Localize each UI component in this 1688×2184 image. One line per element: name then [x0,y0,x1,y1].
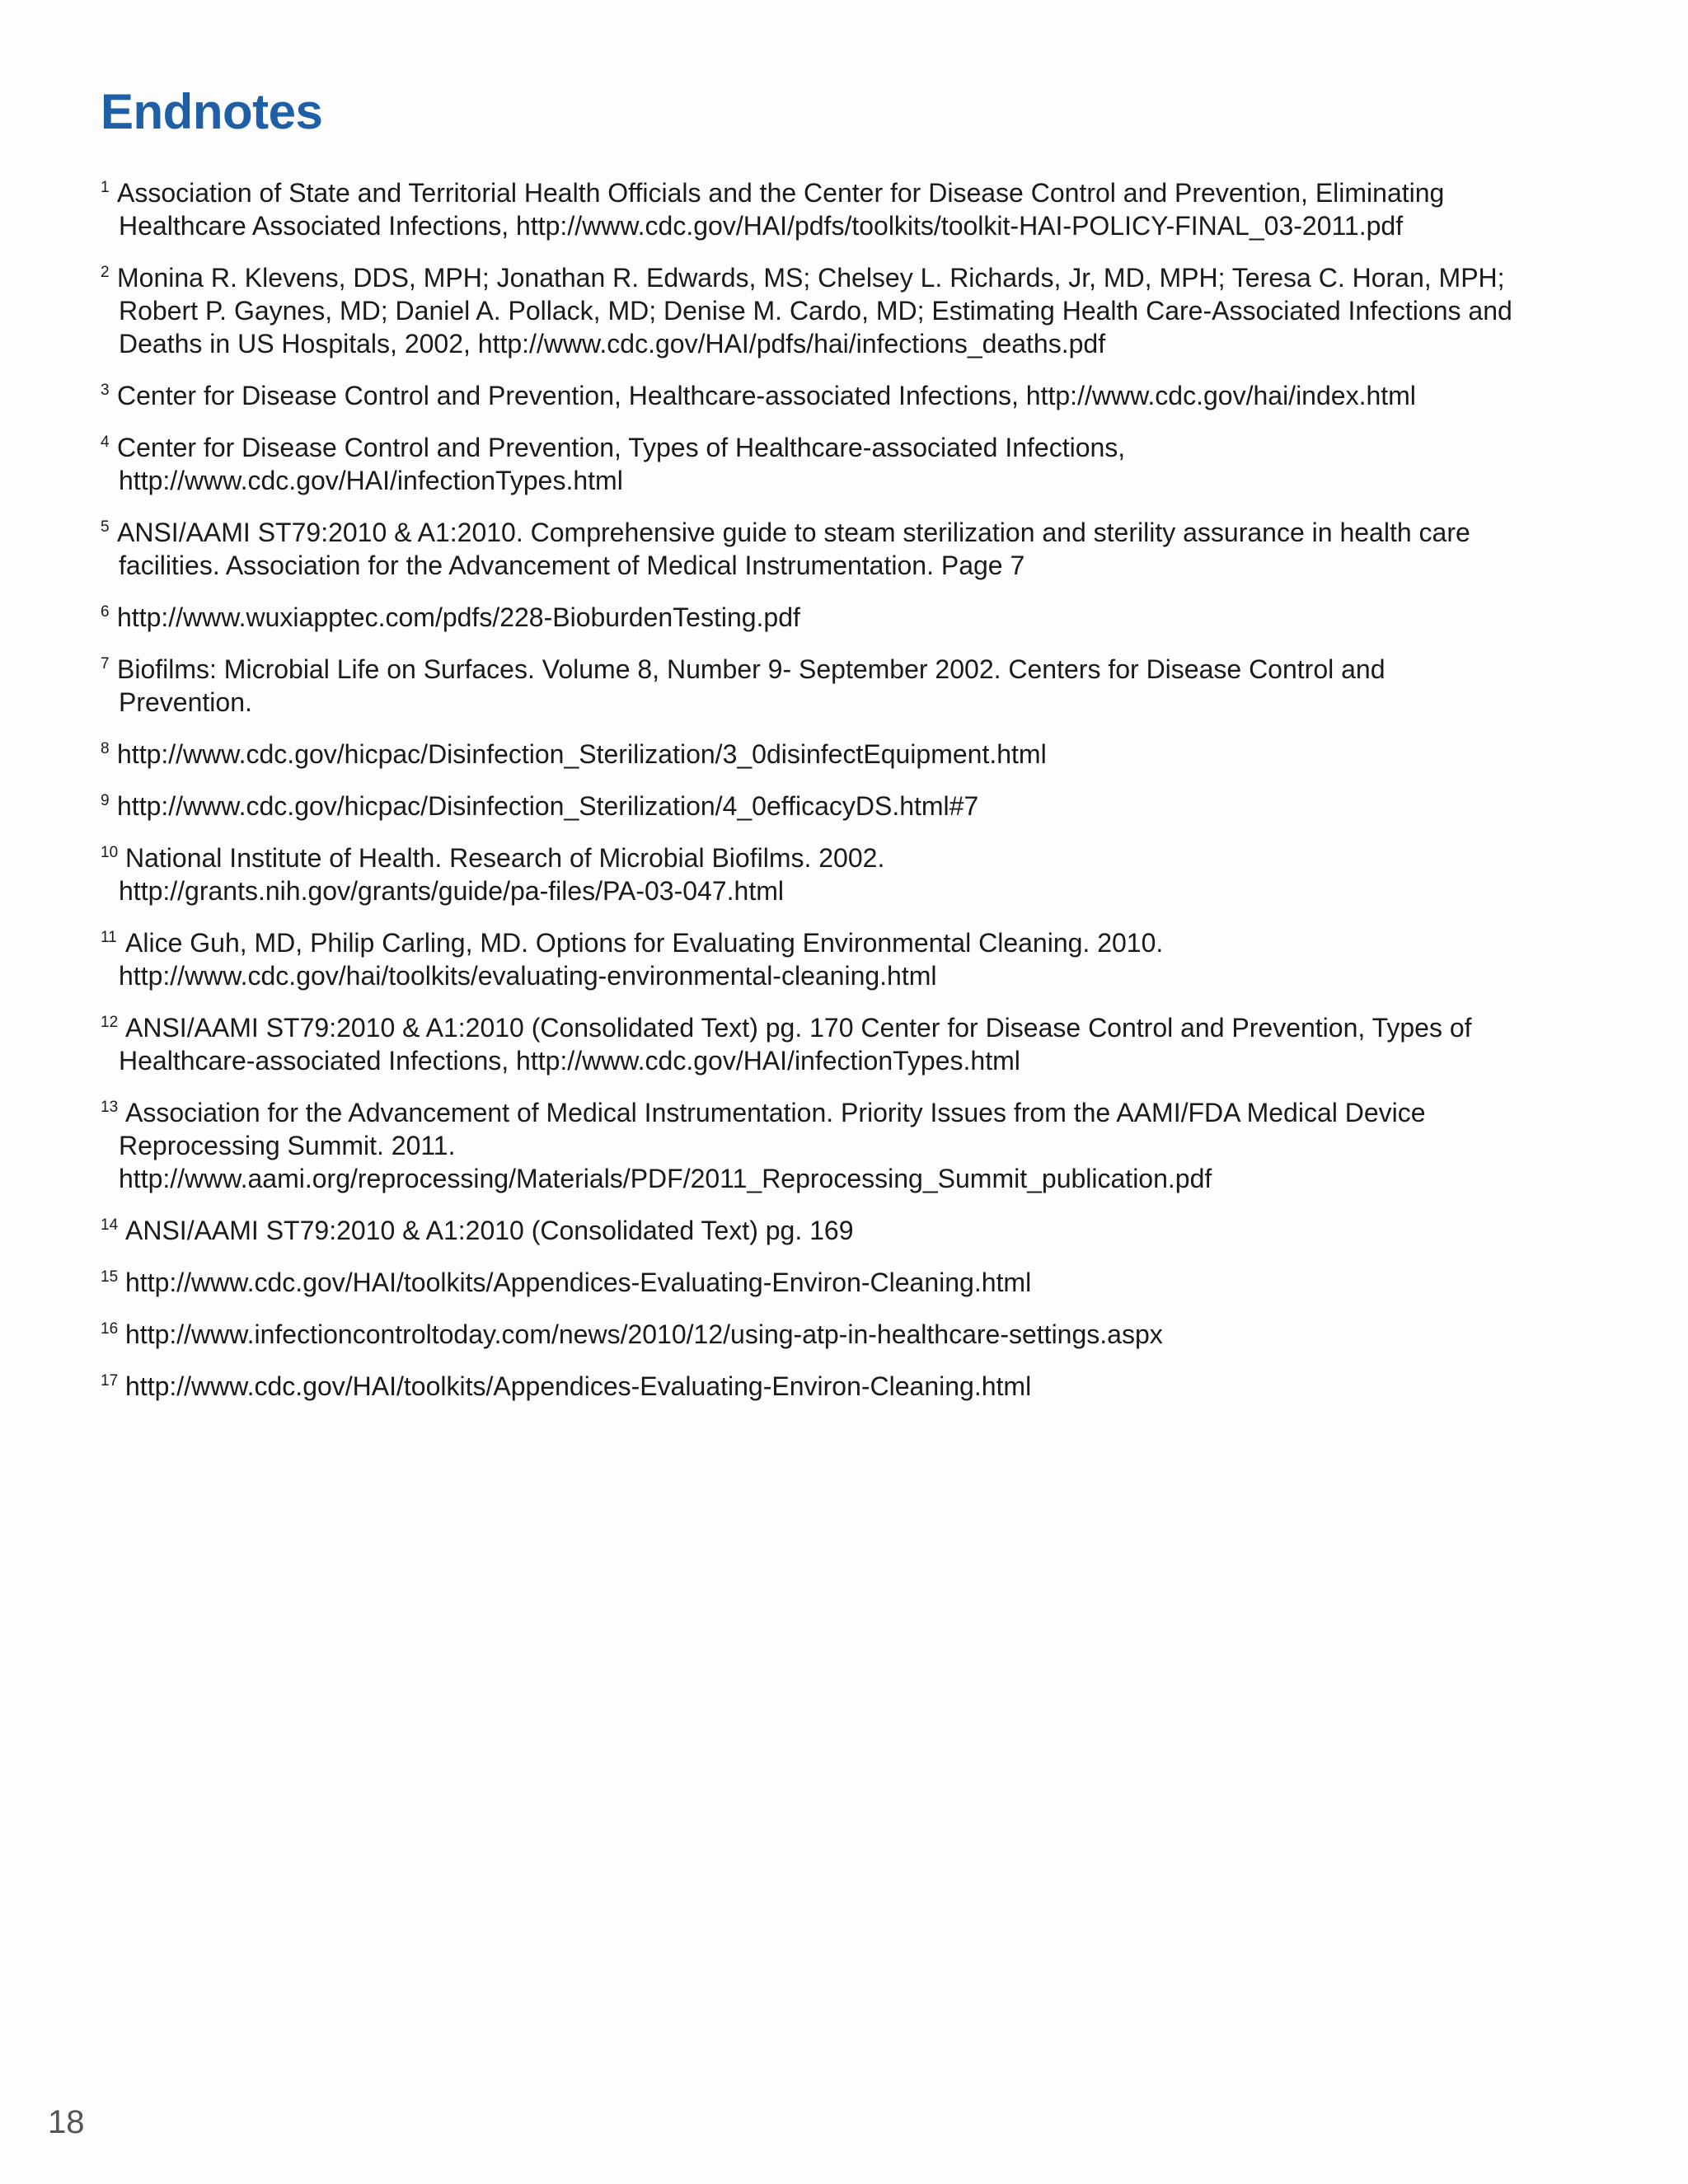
endnote-text: ANSI/AAMI ST79:2010 & A1:2010 (Consolidated Text) pg. 170 Center for Disease Control and Prevention, Types of [125,1013,1472,1043]
endnote-item [101,516,1609,582]
endnote-text[interactable]: Center for Disease Control and Prevention, Healthcare-associated Infections, http://www.cdc.gov/hai/index.html [117,381,1416,410]
endnote-text: ANSI/AAMI ST79:2010 & A1:2010. Comprehensive guide to steam sterilization and sterility assurance in health care [117,518,1470,547]
endnote-item [101,1318,1609,1351]
endnote-text-continued[interactable]: http://www.cdc.gov/HAI/infectionTypes.html [119,466,623,495]
endnote-number: 17 [101,1372,119,1390]
endnote-item [101,738,1609,771]
endnote-text-continued: Robert P. Gaynes, MD; Daniel A. Pollack, MD; Denise M. Cardo, MD; Estimating Health Care-Associated Infections and [119,296,1512,326]
endnote-item [101,261,1609,360]
endnote-number: 13 [101,1099,119,1116]
endnote-item [101,379,1609,412]
endnote-item [101,1096,1609,1195]
endnote-number: 11 [101,929,117,946]
endnote-number: 2 [101,264,110,281]
endnote-text: Association of State and Territorial Health Officials and the Center for Disease Control and Prevention, Eliminating [117,178,1445,208]
endnote-item [101,1011,1609,1077]
endnote-item [101,431,1609,497]
endnote-item [101,1370,1609,1403]
endnote-item [101,841,1609,907]
endnote-text-continued: Prevention. [119,687,252,717]
endnote-text: Biofilms: Microbial Life on Surfaces. Volume 8, Number 9- September 2002. Centers for Disease Control and [117,654,1386,684]
endnote-number: 14 [101,1216,119,1234]
endnote-text[interactable]: http://www.cdc.gov/HAI/toolkits/Appendices-Evaluating-Environ-Cleaning.html [125,1268,1032,1297]
endnote-text-continued[interactable]: http://www.aami.org/reprocessing/Materials/PDF/2011_Reprocessing_Summit_publication.pdf [119,1164,1212,1193]
endnote-text-continued[interactable]: http://grants.nih.gov/grants/guide/pa-files/PA-03-047.html [119,876,784,906]
endnote-number: 16 [101,1320,119,1338]
endnote-item [101,926,1609,992]
endnote-number: 15 [101,1268,119,1286]
endnote-text[interactable]: http://www.cdc.gov/HAI/toolkits/Appendices-Evaluating-Environ-Cleaning.html [125,1371,1032,1401]
page-title: Endnotes [101,84,323,139]
endnote-number: 4 [101,434,110,451]
endnote-text-continued[interactable]: Healthcare-associated Infections, http://www.cdc.gov/HAI/infectionTypes.html [119,1046,1020,1076]
endnote-number: 1 [101,179,110,196]
endnote-text: National Institute of Health. Research of Microbial Biofilms. 2002. [125,843,885,873]
endnote-number: 7 [101,655,110,673]
endnote-item [101,653,1609,719]
endnote-list [101,176,1609,1422]
endnote-text-continued[interactable]: Deaths in US Hospitals, 2002, http://www.cdc.gov/HAI/pdfs/hai/infections_deaths.pdf [119,329,1106,359]
endnote-text: Monina R. Klevens, DDS, MPH; Jonathan R. Edwards, MS; Chelsey L. Richards, Jr, MD, MPH; Teresa C. Horan, MPH; [117,263,1505,293]
page-number: 18 [48,2104,85,2140]
endnote-text: Center for Disease Control and Prevention, Types of Healthcare-associated Infections, [117,433,1126,462]
endnote-item [101,1214,1609,1247]
endnote-number: 10 [101,844,119,861]
endnote-text: Alice Guh, MD, Philip Carling, MD. Options for Evaluating Environmental Cleaning. 2010. [125,928,1164,958]
endnote-number: 12 [101,1014,119,1031]
endnote-text: Association for the Advancement of Medical Instrumentation. Priority Issues from the AAMI/FDA Medical Device [125,1098,1426,1127]
endnote-number: 3 [101,382,110,399]
endnote-number: 8 [101,740,110,757]
endnote-item [101,601,1609,634]
endnote-item [101,176,1609,242]
endnote-text-continued: facilities. Association for the Advancement of Medical Instrumentation. Page 7 [119,551,1025,580]
endnote-text[interactable]: http://www.cdc.gov/hicpac/Disinfection_Sterilization/3_0disinfectEquipment.html [117,739,1047,769]
endnote-text-continued[interactable]: http://www.cdc.gov/hai/toolkits/evaluating-environmental-cleaning.html [119,961,937,991]
endnote-number: 9 [101,792,110,809]
endnote-text-continued: Reprocessing Summit. 2011. [119,1131,456,1160]
endnote-text[interactable]: http://www.infectioncontroltoday.com/news/2010/12/using-atp-in-healthcare-settings.aspx [125,1319,1163,1349]
endnote-text-continued[interactable]: Healthcare Associated Infections, http://www.cdc.gov/HAI/pdfs/toolkits/toolkit-HAI-POLICY-FINAL_03-2011.pdf [119,211,1404,241]
endnote-text[interactable]: http://www.wuxiapptec.com/pdfs/228-BioburdenTesting.pdf [117,602,800,632]
endnote-number: 6 [101,603,110,621]
endnote-item [101,1266,1609,1299]
endnote-text: ANSI/AAMI ST79:2010 & A1:2010 (Consolidated Text) pg. 169 [125,1216,854,1245]
endnote-number: 5 [101,518,110,536]
endnote-text[interactable]: http://www.cdc.gov/hicpac/Disinfection_Sterilization/4_0efficacyDS.html#7 [117,791,979,821]
endnote-item [101,790,1609,823]
